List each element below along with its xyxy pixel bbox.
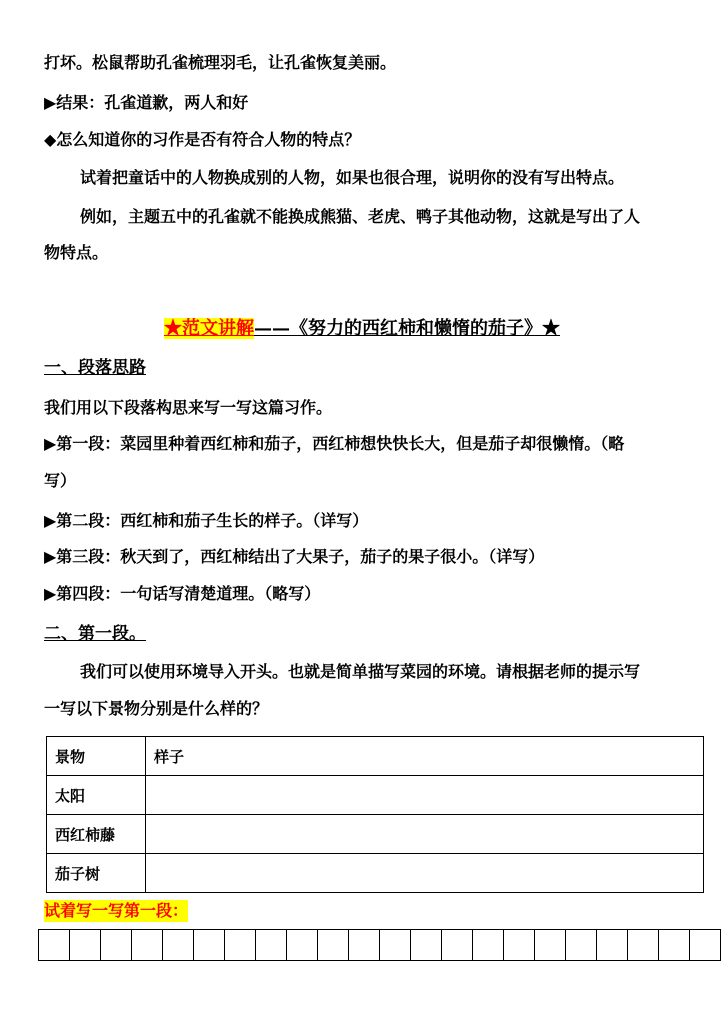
practice-label: 试着写一写第一段：: [44, 901, 189, 920]
intro-line-1: 打坏。松鼠帮助孔雀梳理羽毛，让孔雀恢复美丽。: [44, 53, 397, 72]
table-cell-scenery: 茄子树: [47, 854, 146, 893]
writing-grid-cell[interactable]: [627, 929, 659, 961]
essay-title-highlight: ★范文讲解: [164, 318, 254, 339]
writing-grid-cell[interactable]: [286, 929, 318, 961]
section1-intro: 我们用以下段落构思来写一写这篇习作。: [44, 398, 333, 417]
table-cell-scenery: 西红柿藤: [47, 815, 146, 854]
paragraph-plan-2: ▶第二段：西红柿和茄子生长的样子。（详写）: [44, 511, 369, 530]
table-header-cell: 样子: [146, 737, 704, 776]
table-cell-appearance[interactable]: [146, 854, 704, 893]
writing-grid-cell[interactable]: [69, 929, 101, 961]
writing-grid-cell[interactable]: [596, 929, 628, 961]
paragraph-plan-1: ▶第一段：菜园里种着西红柿和茄子，西红柿想快快长大，但是茄子却很懒惰。（略: [44, 434, 625, 453]
table-header-row: [47, 737, 704, 776]
writing-grid-cell[interactable]: [565, 929, 597, 961]
intro-example-end: 物特点。: [44, 243, 109, 262]
writing-grid-cell[interactable]: [162, 929, 194, 961]
table-header-cell: 景物: [47, 737, 146, 776]
writing-grid-cell[interactable]: [658, 929, 690, 961]
writing-grid-cell[interactable]: [534, 929, 566, 961]
section-heading-first-paragraph: 二、第一段。: [44, 624, 146, 644]
table-cell-appearance[interactable]: [146, 776, 704, 815]
writing-grid-cell[interactable]: [100, 929, 132, 961]
table-row: [47, 815, 704, 854]
writing-grid-cell[interactable]: [472, 929, 504, 961]
table-cell-appearance[interactable]: [146, 815, 704, 854]
writing-grid-cell[interactable]: [348, 929, 380, 961]
essay-title: [0, 316, 724, 342]
writing-grid-cell[interactable]: [503, 929, 535, 961]
writing-grid-cell[interactable]: [410, 929, 442, 961]
table-cell-scenery: 太阳: [47, 776, 146, 815]
intro-question: ◆怎么知道你的习作是否有符合人物的特点？: [44, 130, 361, 149]
writing-grid-cell[interactable]: [689, 929, 721, 961]
section-heading-paragraph-plan: 一、段落思路: [44, 358, 146, 378]
writing-grid-cell[interactable]: [317, 929, 349, 961]
writing-grid-cell[interactable]: [441, 929, 473, 961]
table-row: [47, 776, 704, 815]
intro-tip: 试着把童话中的人物换成别的人物，如果也很合理，说明你的没有写出特点。: [80, 168, 625, 187]
section2-instruction: 我们可以使用环境导入开头。也就是简单描写菜园的环境。请根据老师的提示写: [80, 662, 641, 681]
paragraph-plan-1-cont: 写）: [44, 471, 77, 490]
intro-example-start: 例如，主题五中的孔雀就不能换成熊猫、老虎、鸭子其他动物，这就是写出了人: [80, 207, 641, 226]
intro-result: ▶结果：孔雀道歉，两人和好: [44, 93, 249, 112]
writing-grid-cell[interactable]: [131, 929, 163, 961]
writing-grid-cell[interactable]: [379, 929, 411, 961]
table-row: [47, 854, 704, 893]
writing-grid-cell[interactable]: [38, 929, 70, 961]
writing-grid: [38, 929, 721, 961]
scenery-table: [46, 736, 704, 893]
paragraph-plan-3: ▶第三段：秋天到了，西红柿结出了大果子，茄子的果子很小。（详写）: [44, 547, 545, 566]
writing-grid-cell[interactable]: [193, 929, 225, 961]
essay-title-text: ——《努力的西红柿和懒惰的茄子》★: [254, 318, 560, 339]
paragraph-plan-4: ▶第四段：一句话写清楚道理。（略写）: [44, 584, 321, 603]
section2-instruction-cont: 一写以下景物分别是什么样的？: [44, 699, 269, 718]
writing-grid-cell[interactable]: [224, 929, 256, 961]
writing-grid-cell[interactable]: [255, 929, 287, 961]
